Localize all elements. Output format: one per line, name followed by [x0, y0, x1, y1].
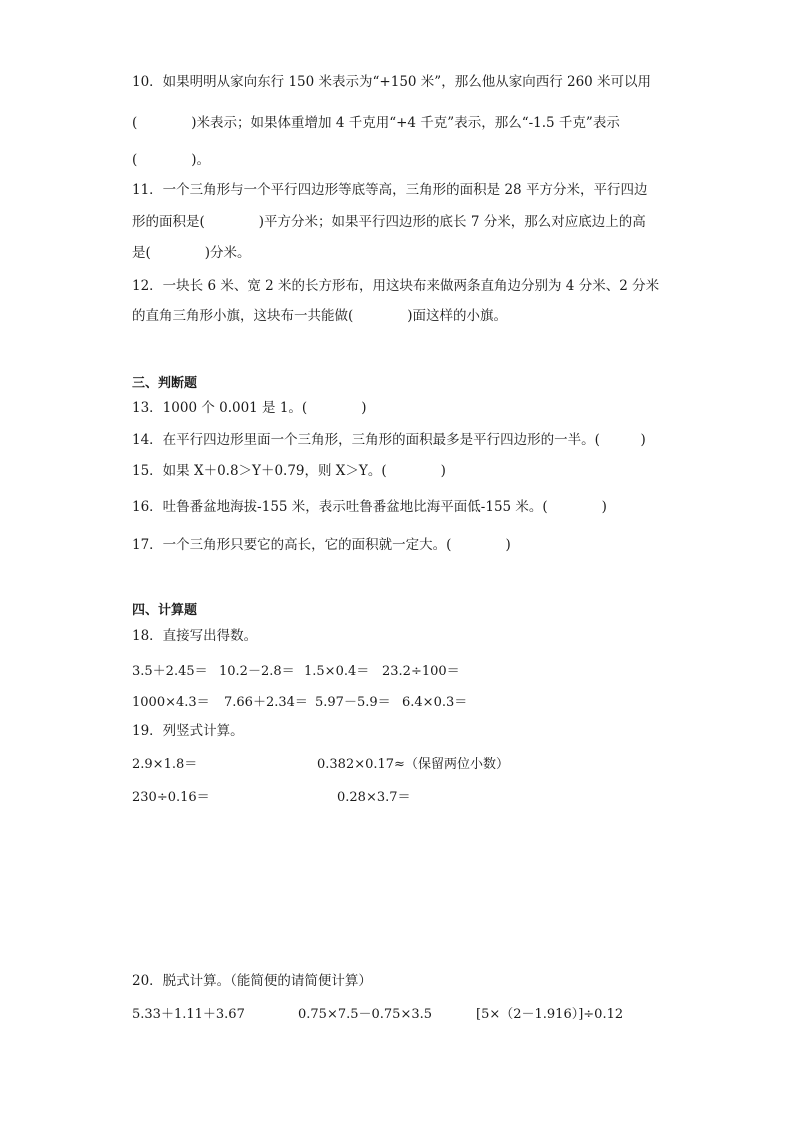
q18-item: 5.97－5.9＝: [315, 695, 391, 710]
q13: 13．1000 个 0.001 是 1。( ): [132, 400, 367, 416]
q10-line1: 10．如果明明从家向东行 150 米表示为“+150 米”，那么他从家向西行 260 米可以用: [132, 74, 652, 90]
q18-item: 6.4×0.3＝: [402, 695, 468, 710]
q12-line2: 的直角三角形小旗，这块布一共能做( )面这样的小旗。: [132, 308, 508, 324]
q18-item: 10.2－2.8＝: [219, 664, 295, 679]
q15: 15．如果 X＋0.8＞Y＋0.79，则 X＞Y。( ): [132, 463, 446, 479]
q19-item: 230÷0.16＝: [132, 790, 210, 805]
q14: 14．在平行四边形里面一个三角形，三角形的面积最多是平行四边形的一半。( ): [132, 432, 646, 448]
q17: 17．一个三角形只要它的高长，它的面积就一定大。( ): [132, 537, 511, 553]
q18-item: 1000×4.3＝: [132, 695, 210, 710]
q18-item: 3.5＋2.45＝: [132, 664, 208, 679]
q11-line2: 形的面积是( )平方分米；如果平行四边形的底长 7 分米，那么对应底边上的高: [132, 214, 646, 230]
q12-line1: 12．一块长 6 米、宽 2 米的长方形布，用这块布来做两条直角边分别为 4 分米、2 分米: [132, 278, 660, 294]
section-title-judgement: 三、判断题: [132, 376, 198, 391]
q19-prompt: 19．列竖式计算。: [132, 723, 244, 739]
q18-item: 23.2÷100＝: [382, 664, 460, 679]
q20-item: [5×（2－1.916）]÷0.12: [476, 1007, 624, 1022]
q11-line1: 11．一个三角形与一个平行四边形等底等高，三角形的面积是 28 平方分米，平行四边: [132, 182, 648, 198]
q19-item: 0.28×3.7＝: [337, 790, 411, 805]
q20-item: 5.33＋1.11＋3.67: [132, 1007, 245, 1022]
q10-line3: ( )。: [132, 152, 211, 168]
q18-item: 7.66＋2.34＝: [224, 695, 308, 710]
section-title-calculation: 四、计算题: [132, 603, 198, 618]
q19-item: 0.382×0.17≈（保留两位小数）: [317, 757, 509, 772]
q16: 16．吐鲁番盆地海拔-155 米，表示吐鲁番盆地比海平面低-155 米。( ): [132, 499, 607, 515]
q10-line2: ( )米表示；如果体重增加 4 千克用“+4 千克”表示，那么“-1.5 千克”表示: [132, 115, 620, 131]
q20-item: 0.75×7.5－0.75×3.5: [298, 1007, 433, 1022]
q20-prompt: 20．脱式计算。（能简便的请简便计算）: [132, 973, 372, 989]
q18-item: 1.5×0.4＝: [304, 664, 370, 679]
q11-line3: 是( )分米。: [132, 245, 251, 261]
q19-item: 2.9×1.8＝: [132, 757, 198, 772]
q18-prompt: 18．直接写出得数。: [132, 628, 258, 644]
